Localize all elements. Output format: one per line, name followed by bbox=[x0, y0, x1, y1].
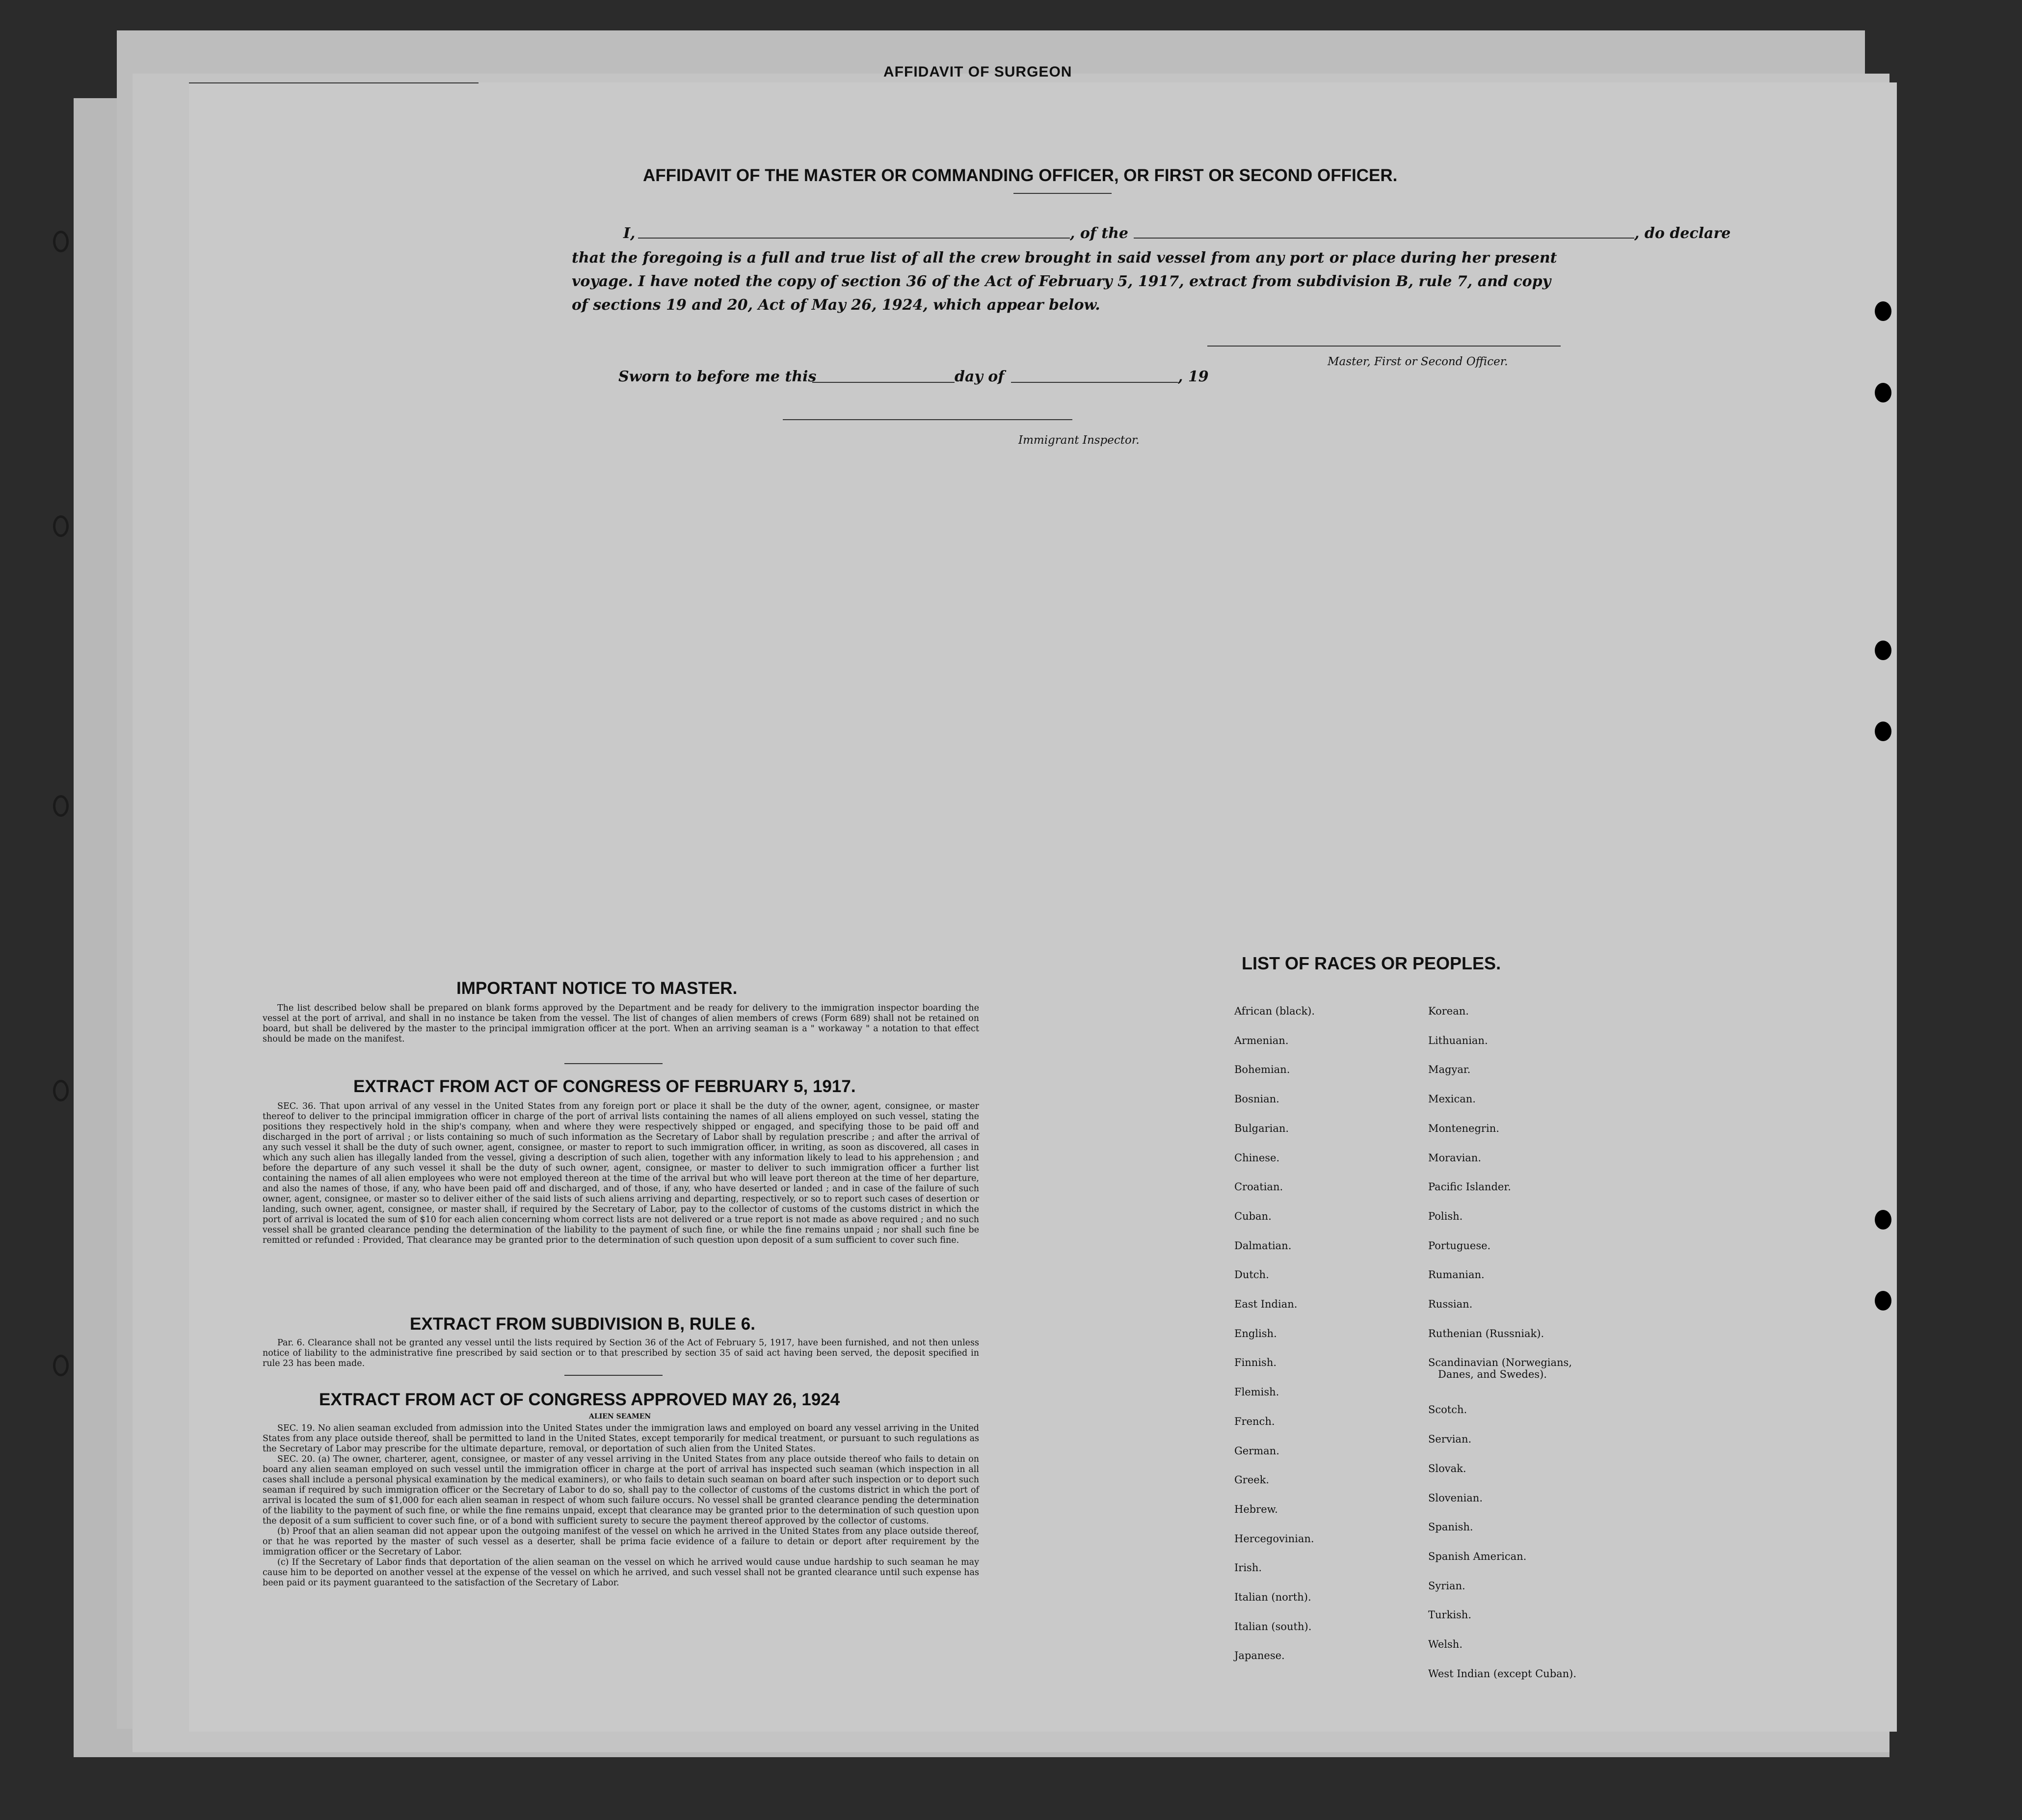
race-item: Moravian. bbox=[1428, 1151, 1482, 1164]
binding-ring bbox=[53, 1355, 69, 1376]
race-item: Armenian. bbox=[1234, 1034, 1289, 1046]
inspector-line[interactable] bbox=[783, 419, 1072, 420]
race-item: Ruthenian (Russniak). bbox=[1428, 1327, 1544, 1339]
rule6-body: Par. 6. Clearance shall not be granted any vessel until the lists required by Section 36 of the Act of February 5, 1917, have been furnished, and not then unless notice of liability to the administrative fine prescribed by said section or to that prescribed by section 35 of said act having been served, the deposit specified in rule 23 has been made. bbox=[263, 1338, 979, 1368]
race-item: Syrian. bbox=[1428, 1579, 1465, 1592]
race-item: Slovak. bbox=[1428, 1462, 1466, 1474]
rule6-title: EXTRACT FROM SUBDIVISION B, RULE 6. bbox=[410, 1314, 755, 1334]
race-item: Magyar. bbox=[1428, 1064, 1471, 1076]
signature-label: Master, First or Second Officer. bbox=[1328, 355, 1508, 368]
race-item: Chinese. bbox=[1234, 1151, 1280, 1164]
race-item: Scandinavian (Norwegians, Danes, and Swedes). bbox=[1428, 1357, 1572, 1381]
race-item: Korean. bbox=[1428, 1005, 1469, 1017]
binding-ring bbox=[53, 795, 69, 817]
affidavit-line2: that the foregoing is a full and true list of all the crew brought in said vessel from any port or place during her present bbox=[572, 249, 1557, 267]
affidavit-title: AFFIDAVIT OF THE MASTER OR COMMANDING OFFICER, OR FIRST OR SECOND OFFICER. bbox=[643, 166, 1398, 185]
race-item: Greek. bbox=[1234, 1474, 1270, 1486]
race-item: Dalmatian. bbox=[1234, 1239, 1292, 1252]
race-item: Italian (south). bbox=[1234, 1620, 1312, 1633]
punch-hole bbox=[1875, 722, 1891, 741]
signature-line[interactable] bbox=[1207, 346, 1561, 347]
affidavit-do-declare: , do declare bbox=[1634, 225, 1731, 242]
notice-title: IMPORTANT NOTICE TO MASTER. bbox=[456, 979, 738, 998]
affidavit-line4: of sections 19 and 20, Act of May 26, 1924, which appear below. bbox=[572, 296, 1100, 314]
binding-ring bbox=[53, 1080, 69, 1101]
month-blank[interactable] bbox=[1011, 382, 1178, 383]
race-item: Japanese. bbox=[1234, 1650, 1285, 1662]
top-label: AFFIDAVIT OF SURGEON bbox=[883, 64, 1072, 80]
race-item: Hebrew. bbox=[1234, 1503, 1278, 1515]
day-of: day of bbox=[955, 368, 1005, 385]
binding-ring bbox=[53, 231, 69, 252]
race-item: Flemish. bbox=[1234, 1386, 1279, 1398]
name-blank[interactable] bbox=[638, 238, 1070, 239]
race-item: African (black). bbox=[1234, 1005, 1315, 1017]
race-item: Bulgarian. bbox=[1234, 1122, 1289, 1134]
race-item: German. bbox=[1234, 1445, 1279, 1457]
affidavit-line3: voyage. I have noted the copy of section 36 of the Act of February 5, 1917, extract from subdivision B, rule 7, and copy bbox=[572, 273, 1551, 290]
inspector-line[interactable] bbox=[189, 82, 479, 83]
race-item: Finnish. bbox=[1234, 1357, 1277, 1369]
year-prefix: , 19 bbox=[1178, 368, 1209, 385]
race-item: Spanish American. bbox=[1428, 1550, 1527, 1562]
punch-hole bbox=[1875, 383, 1891, 402]
extract-1917-body: SEC. 36. That upon arrival of any vessel in the United States from any foreign port or place it shall be the duty of the owner, agent, consignee, or master thereof to deliver to the principal immigration officer in charge of the port of arrival lists containing the names of all aliens employed on such vessel, stating the positions they respectively hold in the ship's company, when and where they were respectively shipped or engaged, and specifying those to be paid off and discharged in the port of arrival ; or lists containing so much of such information as the Secretary of Labor shall by regulation prescribe ; and after the arrival of any such vessel it shall be the duty of such owner, agent, consignee, or master to report to such immigration officer, in writing, as soon as discovered, all cases in which any such alien has illegally landed from the vessel, giving a description of such alien, together with any information likely to lead to his apprehension ; and before the departure of any such vessel it shall be the duty of such owner, agent, consignee, or master to deliver to such immigration officer a further list containing the names of all alien employees who were not employed thereon at the time of the arrival but who will leave port thereon at the time of her departure, and also the names of those, if any, who have been paid off and discharged, and of those, if any, who have deserted or landed ; and in case of the failure of such owner, agent, consignee, or master so to deliver either of the said lists of such aliens arriving and departing, respectively, or so to report such cases of desertion or landing, such owner, agent, consignee, or master shall, if required by the Secretary of Labor, pay to the collector of customs of the customs district in which the port of arrival is located the sum of $10 for each alien concerning whom correct lists are not delivered or a true report is not made as above required ; and no such vessel shall be granted clearance pending the determination of the liability to the payment of such fine, or while the fine remains unpaid ; nor shall such fine be remitted or refunded : Provided, That clearance may be granted prior to the determination of such question upon deposit of a sum sufficient to cover such fine. bbox=[263, 1101, 979, 1245]
race-item: Rumanian. bbox=[1428, 1269, 1485, 1281]
race-item: Russian. bbox=[1428, 1298, 1473, 1310]
punch-hole bbox=[1875, 1291, 1891, 1311]
race-item: Mexican. bbox=[1428, 1093, 1476, 1105]
race-item: Spanish. bbox=[1428, 1521, 1473, 1533]
sec-19: SEC. 19. No alien seaman excluded from admission into the United States under the immigration laws and employed on board any vessel arriving in the United States from any place outside thereof, shall be permitted to land in the United States, except temporarily for medical treatment, or pursuant to such regulations as the Secretary of Labor may prescribe for the ultimate departure, removal, or deportation of such alien from the United States. bbox=[263, 1423, 979, 1454]
punch-hole bbox=[1875, 641, 1891, 660]
race-item: West Indian (except Cuban). bbox=[1428, 1667, 1577, 1680]
race-item: English. bbox=[1234, 1327, 1277, 1339]
punch-hole bbox=[1875, 1210, 1891, 1230]
race-item: East Indian. bbox=[1234, 1298, 1298, 1310]
race-item: Irish. bbox=[1234, 1562, 1262, 1574]
race-item: French. bbox=[1234, 1415, 1275, 1427]
divider bbox=[1013, 193, 1112, 194]
race-item: Montenegrin. bbox=[1428, 1122, 1499, 1134]
affidavit-i-prefix: I, bbox=[623, 225, 636, 242]
sec-20a: SEC. 20. (a) The owner, charterer, agent, consignee, or master of any vessel arriving in the United States from any place outside thereof who fails to detain on board any alien seaman employed on such vessel until the immigration officer in charge at the port of arrival has inspected such seaman (which inspection in all cases shall include a personal physical examination by the medical examiners), or who fails to detain such seaman on board after such inspection or to deport such seaman if required by such immigration officer or the Secretary of Labor to do so, shall pay to the collector of customs of the customs district in which the port of arrival is located the sum of $1,000 for each alien seaman in respect of whom such failure occurs. No vessel shall be granted clearance pending the determination of the liability to the payment of such fine, or while the fine remains unpaid, except that clearance may be granted prior to the determination of such question upon the deposit of a sum sufficient to cover such fine, or of a bond with sufficient surety to secure the payment thereof approved by the collector of customs. bbox=[263, 1454, 979, 1526]
document-page bbox=[189, 82, 1897, 1732]
sworn-prefix: Sworn to before me this bbox=[618, 368, 817, 385]
race-item: Polish. bbox=[1428, 1210, 1463, 1222]
binding-ring bbox=[53, 515, 69, 537]
punch-hole bbox=[1875, 301, 1891, 321]
race-item: Lithuanian. bbox=[1428, 1034, 1488, 1046]
extract-1924-body bbox=[263, 1423, 979, 1588]
race-item: Bosnian. bbox=[1234, 1093, 1279, 1105]
sec-20c: (c) If the Secretary of Labor finds that deportation of the alien seaman on the vessel on which he arrived would cause undue hardship to such seaman he may cause him to be deported on another vessel at the expense of the vessel on which he arrived, and such vessel shall not be granted clearance until such expense has been paid or its payment guaranteed to the satisfaction of the Secretary of Labor. bbox=[263, 1557, 979, 1588]
race-item: Dutch. bbox=[1234, 1269, 1269, 1281]
extract-1924-title: EXTRACT FROM ACT OF CONGRESS APPROVED MAY 26, 1924 bbox=[319, 1390, 840, 1409]
race-item: Croatian. bbox=[1234, 1181, 1283, 1193]
sec-20b: (b) Proof that an alien seaman did not appear upon the outgoing manifest of the vessel on which he arrived in the United States from any place outside thereof, or that he was reported by the master of such vessel as a deserter, shall be prima facie evidence of a failure to detain or deport after requirement by the immigration officer or the Secretary of Labor. bbox=[263, 1526, 979, 1557]
day-blank[interactable] bbox=[812, 382, 955, 383]
race-item: Hercegovinian. bbox=[1234, 1532, 1314, 1545]
affidavit-of-the: , of the bbox=[1070, 225, 1129, 242]
inspector-label: Immigrant Inspector. bbox=[1018, 434, 1140, 447]
race-item: Pacific Islander. bbox=[1428, 1181, 1511, 1193]
race-item: Portuguese. bbox=[1428, 1239, 1491, 1252]
race-item: Scotch. bbox=[1428, 1404, 1467, 1416]
race-item: Slovenian. bbox=[1428, 1492, 1483, 1504]
race-item: Cuban. bbox=[1234, 1210, 1272, 1222]
races-title: LIST OF RACES OR PEOPLES. bbox=[1242, 953, 1501, 973]
race-item: Bohemian. bbox=[1234, 1064, 1290, 1076]
divider bbox=[564, 1375, 663, 1376]
vessel-blank[interactable] bbox=[1134, 238, 1634, 239]
race-item: Welsh. bbox=[1428, 1638, 1463, 1650]
extract-1924-subtitle: ALIEN SEAMEN bbox=[589, 1413, 651, 1420]
divider bbox=[564, 1063, 663, 1064]
race-item: Italian (north). bbox=[1234, 1591, 1311, 1603]
notice-body: The list described below shall be prepared on blank forms approved by the Department and be ready for delivery to the immigration inspector boarding the vessel at the port of arrival, and shall in no instance be taken from the vessel. The list of changes of alien members of crews (Form 689) shall not be retained on board, but shall be delivered by the master to the principal immigration officer at the port. When an arriving seaman is a " workaway " a notation to that effect should be made on the manifest. bbox=[263, 1003, 979, 1044]
race-item: Servian. bbox=[1428, 1433, 1472, 1445]
race-item: Turkish. bbox=[1428, 1609, 1471, 1621]
extract-1917-title: EXTRACT FROM ACT OF CONGRESS OF FEBRUARY 5, 1917. bbox=[353, 1077, 856, 1096]
